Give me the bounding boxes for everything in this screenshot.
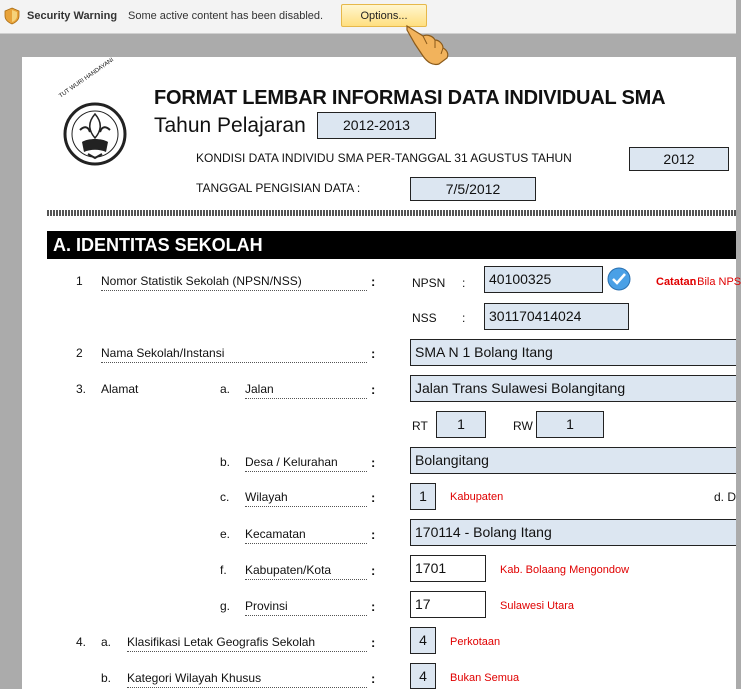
kecamatan-label: Kecamatan xyxy=(245,527,367,544)
klasifikasi-letter: a. xyxy=(101,635,112,649)
kategori-field[interactable]: 4 xyxy=(410,663,436,689)
rt-field[interactable]: 1 xyxy=(436,411,486,438)
wilayah-note: Kabupaten xyxy=(450,491,504,503)
colon: : xyxy=(371,527,376,542)
kabupaten-field[interactable]: 1701 xyxy=(410,555,486,582)
page-title: FORMAT LEMBAR INFORMASI DATA INDIVIDUAL SMA xyxy=(154,87,666,109)
logo-motto: TUT WURI HANDAYANI xyxy=(58,57,115,100)
security-warning-message: Some active content has been disabled. xyxy=(128,10,324,22)
nss-colon: : xyxy=(462,311,466,325)
rw-field[interactable]: 1 xyxy=(536,411,604,438)
provinsi-field[interactable]: 17 xyxy=(410,591,486,618)
kabupaten-label: Kabupaten/Kota xyxy=(245,563,367,580)
kategori-note: Bukan Semua xyxy=(450,672,520,684)
provinsi-label: Provinsi xyxy=(245,599,367,616)
desa-letter: b. xyxy=(220,455,231,469)
colon: : xyxy=(371,671,376,686)
desa-field[interactable]: Bolangitang xyxy=(410,447,736,474)
tahun-pelajaran-label: Tahun Pelajaran xyxy=(154,114,306,137)
wilayah-label: Wilayah xyxy=(245,490,367,507)
security-warning-title: Security Warning xyxy=(27,10,118,22)
desa-label: Desa / Kelurahan xyxy=(245,455,367,472)
jalan-letter: a. xyxy=(220,382,231,396)
shield-warning-icon xyxy=(5,8,19,24)
rt-label: RT xyxy=(412,419,428,433)
section-header: A. IDENTITAS SEKOLAH xyxy=(47,231,736,259)
row-number: 4. xyxy=(76,635,87,649)
alamat-label: Alamat xyxy=(101,382,139,396)
logo-emblem xyxy=(60,92,130,178)
kecamatan-field[interactable]: 170114 - Bolang Itang xyxy=(410,519,736,546)
colon: : xyxy=(371,563,376,578)
kecamatan-letter: e. xyxy=(220,527,231,541)
npsn-field[interactable]: 40100325 xyxy=(484,266,603,293)
colon: : xyxy=(371,490,376,505)
wilayah-field[interactable]: 1 xyxy=(410,483,436,510)
npsn-sublabel: NPSN xyxy=(412,276,446,290)
tanggal-label: TANGGAL PENGISIAN DATA : xyxy=(196,181,361,195)
nama-sekolah-field[interactable]: SMA N 1 Bolang Itang xyxy=(410,339,736,366)
provinsi-letter: g. xyxy=(220,599,231,613)
row-number: 2 xyxy=(76,346,83,360)
klasifikasi-label: Klasifikasi Letak Geografis Sekolah xyxy=(127,635,367,652)
nss-field[interactable]: 301170414024 xyxy=(484,303,629,330)
tahun-pelajaran-field[interactable]: 2012-2013 xyxy=(317,112,436,139)
colon: : xyxy=(371,599,376,614)
colon: : xyxy=(371,455,376,470)
colon: : xyxy=(371,346,376,361)
tanggal-field[interactable]: 7/5/2012 xyxy=(410,177,536,201)
security-warning-bar xyxy=(0,0,736,34)
wilayah-letter: c. xyxy=(220,490,230,504)
options-button[interactable]: Options... xyxy=(341,4,427,27)
row-number: 1 xyxy=(76,274,83,288)
jalan-label: Jalan xyxy=(245,382,367,399)
provinsi-note: Sulawesi Utara xyxy=(500,600,574,612)
nama-label: Nama Sekolah/Instansi xyxy=(101,346,367,363)
klasifikasi-field[interactable]: 4 xyxy=(410,627,436,654)
kondisi-label: KONDISI DATA INDIVIDU SMA PER-TANGGAL 31 AGUSTUS TAHUN xyxy=(196,151,572,165)
separator-line xyxy=(47,210,736,216)
npsn-note-prefix: Catatan xyxy=(656,276,697,288)
row-number: 3. xyxy=(76,382,87,396)
npsn-note: : Bila NPS xyxy=(691,276,741,288)
kategori-label: Kategori Wilayah Khusus xyxy=(127,671,367,688)
wilayah-d-label: d. D xyxy=(714,490,737,504)
kondisi-year-field[interactable]: 2012 xyxy=(629,147,729,171)
jalan-field[interactable]: Jalan Trans Sulawesi Bolangitang xyxy=(410,375,736,402)
kategori-letter: b. xyxy=(101,671,112,685)
rw-label: RW xyxy=(513,419,533,433)
colon: : xyxy=(371,635,376,650)
kabupaten-note: Kab. Bolaang Mengondow xyxy=(500,564,630,576)
hand-pointer-cursor-icon xyxy=(405,22,451,66)
npsn-label: Nomor Statistik Sekolah (NPSN/NSS) xyxy=(101,274,367,291)
colon: : xyxy=(371,274,376,289)
kabupaten-letter: f. xyxy=(220,563,227,577)
checkmark-icon[interactable] xyxy=(607,267,631,291)
klasifikasi-note: Perkotaan xyxy=(450,636,501,648)
colon: : xyxy=(371,382,376,397)
npsn-colon: : xyxy=(462,276,466,290)
nss-sublabel: NSS xyxy=(412,311,437,325)
